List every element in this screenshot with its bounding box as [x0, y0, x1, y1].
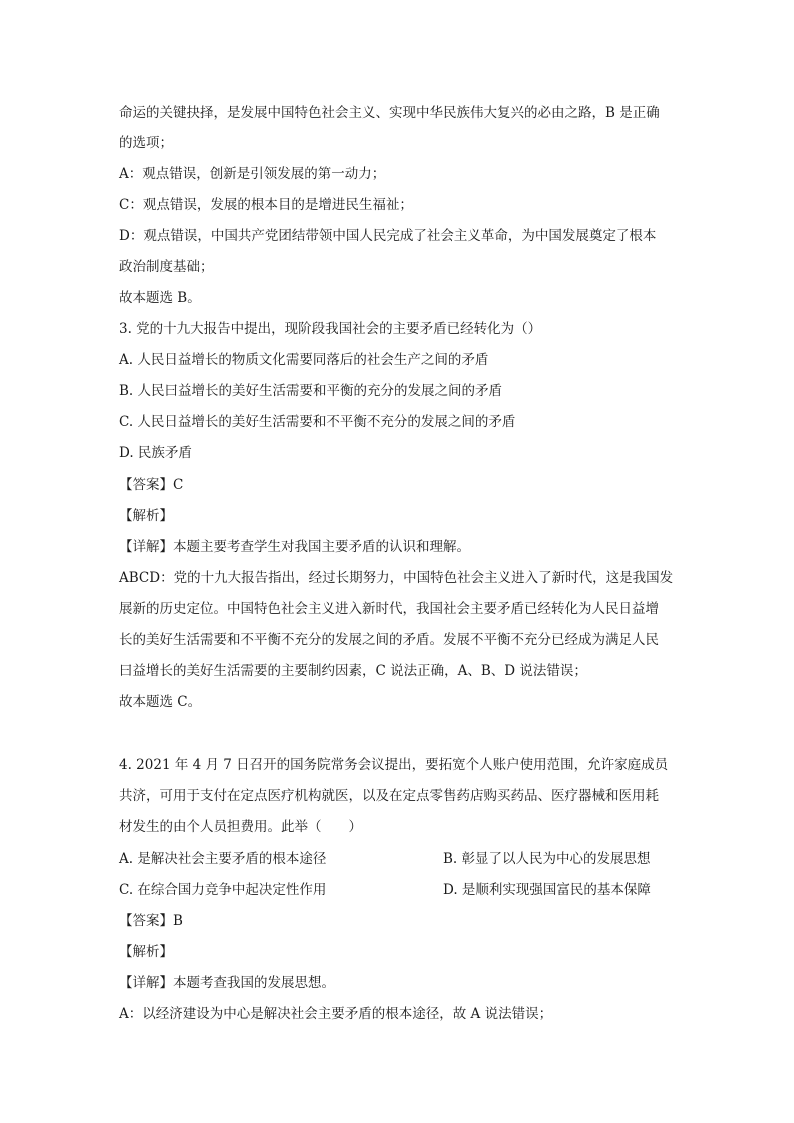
text-line: D：观点错误，中国共产党团结带领中国人民完成了社会主义革命，为中国发展奠定了根本 [119, 228, 657, 244]
text-line: 命运的关键抉择，是发展中国特色社会主义、实现中华民族伟大复兴的必由之路，B 是正确 [119, 105, 660, 121]
text-line: C：观点错误，发展的根本目的是增进民生福祉； [119, 197, 413, 213]
text-line: A：以经济建设为中心是解决社会主要矛盾的根本途径，故 A 说法错误； [119, 1006, 553, 1022]
analysis-label: 【解析】 [119, 944, 173, 960]
text-line: A：观点错误，创新是引领发展的第一动力； [119, 166, 386, 182]
answer-label: 【答案】B [119, 913, 183, 929]
option-d: D. 是顺利实现强国富民的基本保障 [443, 882, 651, 898]
text-line: 长的美好生活需要和不平衡不充分的发展之间的矛盾。发展不平衡不充分已经成为满足人民 [119, 632, 659, 648]
option-a: A. 是解决社会主要矛盾的根本途径 [119, 851, 327, 867]
option-b: B. 彰显了以人民为中心的发展思想 [443, 851, 651, 867]
detail-label: 【详解】本题主要考查学生对我国主要矛盾的认识和理解。 [119, 539, 470, 555]
text-line: 材发生的由个人员担费用。此举（ ） [119, 819, 362, 835]
question-4: 4. 2021 年 4 月 7 日召开的国务院常务会议提出，要拓宽个人账户使用范围，允许家庭成员 [119, 757, 669, 773]
option-c: C. 在综合国力竞争中起决定性作用 [119, 882, 327, 898]
text-line: 故本题选 B。 [119, 290, 201, 306]
option-c: C. 人民日益增长的美好生活需要和不平衡不充分的发展之间的矛盾 [119, 414, 516, 430]
text-line: ABCD：党的十九大报告指出，经过长期努力，中国特色社会主义进入了新时代，这是我国发 [119, 570, 674, 586]
answer-label: 【答案】C [119, 477, 184, 493]
text-line: 故本题选 C。 [119, 694, 202, 710]
text-line: 共济，可用于支付在定点医疗机构就医，以及在定点零售药店购买药品、医疗器械和医用耗 [119, 788, 659, 804]
text-line: 的选项； [119, 135, 173, 151]
text-line: 曰益增长的美好生活需要的主要制约因素，C 说法正确，A、B、D 说法错误； [119, 663, 587, 679]
text-line: 展新的历史定位。中国特色社会主义进入新时代，我国社会主要矛盾已经转化为人民日益增 [119, 601, 659, 617]
analysis-label: 【解析】 [119, 508, 173, 524]
option-b: B. 人民曰益增长的美好生活需要和平衡的充分的发展之间的矛盾 [119, 383, 503, 399]
question-3: 3. 党的十九大报告中提出，现阶段我国社会的主要矛盾已经转化为（） [119, 321, 542, 337]
text-line: 政治制度基础； [119, 259, 214, 275]
option-a: A. 人民日益增长的物质文化需要同落后的社会生产之间的矛盾 [119, 352, 489, 368]
detail-label: 【详解】本题考查我国的发展思想。 [119, 975, 335, 991]
option-d: D. 民族矛盾 [119, 445, 192, 461]
